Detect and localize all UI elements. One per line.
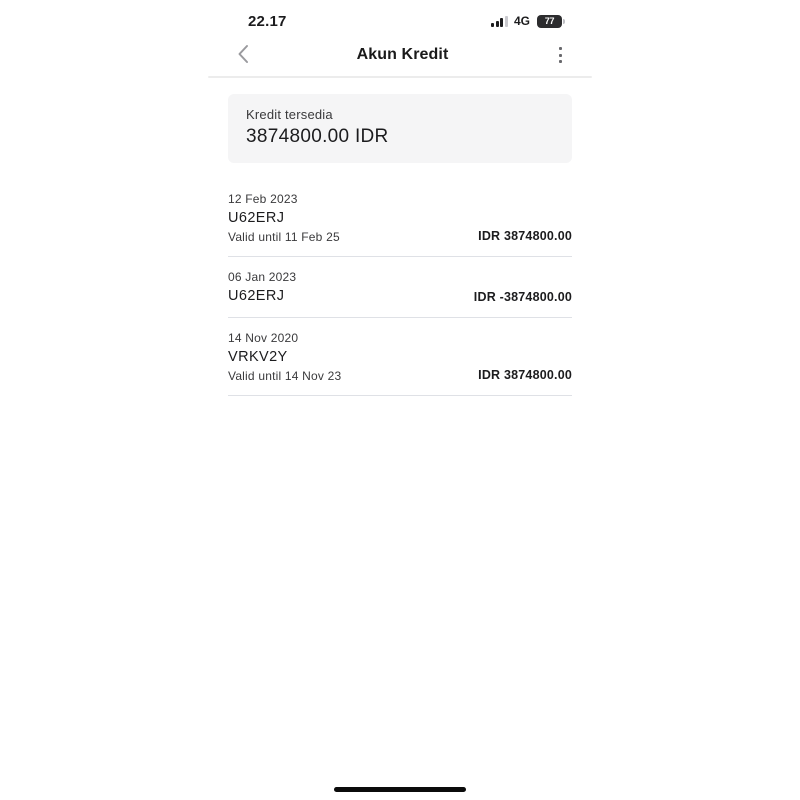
transaction-amount: IDR 3874800.00 bbox=[478, 228, 572, 243]
transaction-code: U62ERJ bbox=[228, 209, 285, 226]
transaction-details bbox=[228, 192, 340, 244]
transaction-details bbox=[228, 270, 296, 305]
transaction-validity: Valid until 14 Nov 23 bbox=[228, 368, 342, 383]
status-bar bbox=[210, 0, 590, 34]
transaction-details bbox=[228, 331, 341, 383]
home-indicator[interactable] bbox=[334, 787, 466, 792]
kebab-menu-button[interactable] bbox=[553, 43, 568, 67]
battery-nub bbox=[563, 19, 565, 24]
signal-strength-icon bbox=[491, 16, 508, 27]
status-icons bbox=[491, 14, 565, 28]
transaction-row[interactable] bbox=[228, 270, 572, 318]
nav-divider bbox=[208, 76, 592, 78]
page-title: Akun Kredit bbox=[356, 46, 449, 63]
transaction-code: VRKV2Y bbox=[228, 348, 288, 365]
chevron-left-icon bbox=[236, 44, 250, 67]
transaction-amount: IDR 3874800.00 bbox=[478, 367, 572, 382]
status-time: 22.17 bbox=[248, 12, 287, 30]
transaction-date: 12 Feb 2023 bbox=[228, 191, 298, 206]
transaction-list bbox=[228, 192, 572, 396]
battery-icon bbox=[537, 15, 565, 28]
transaction-code: U62ERJ bbox=[228, 287, 285, 304]
transaction-amount: IDR -3874800.00 bbox=[473, 289, 572, 304]
transaction-date: 14 Nov 2020 bbox=[228, 330, 299, 345]
credit-available-amount: 3874800.00 IDR bbox=[246, 125, 389, 147]
credit-summary-card bbox=[228, 94, 572, 163]
transaction-row[interactable] bbox=[228, 192, 572, 257]
phone-screenshot bbox=[210, 0, 590, 396]
nav-bar bbox=[210, 34, 590, 76]
network-type-label: 4G bbox=[513, 14, 530, 28]
transaction-row[interactable] bbox=[228, 331, 572, 396]
transaction-validity: Valid until 11 Feb 25 bbox=[228, 229, 340, 244]
battery-percent-label: 77 bbox=[537, 15, 562, 28]
transaction-date: 06 Jan 2023 bbox=[228, 269, 297, 284]
back-button[interactable] bbox=[234, 42, 252, 69]
credit-available-label: Kredit tersedia bbox=[246, 106, 333, 122]
kebab-vertical-icon bbox=[559, 47, 562, 63]
